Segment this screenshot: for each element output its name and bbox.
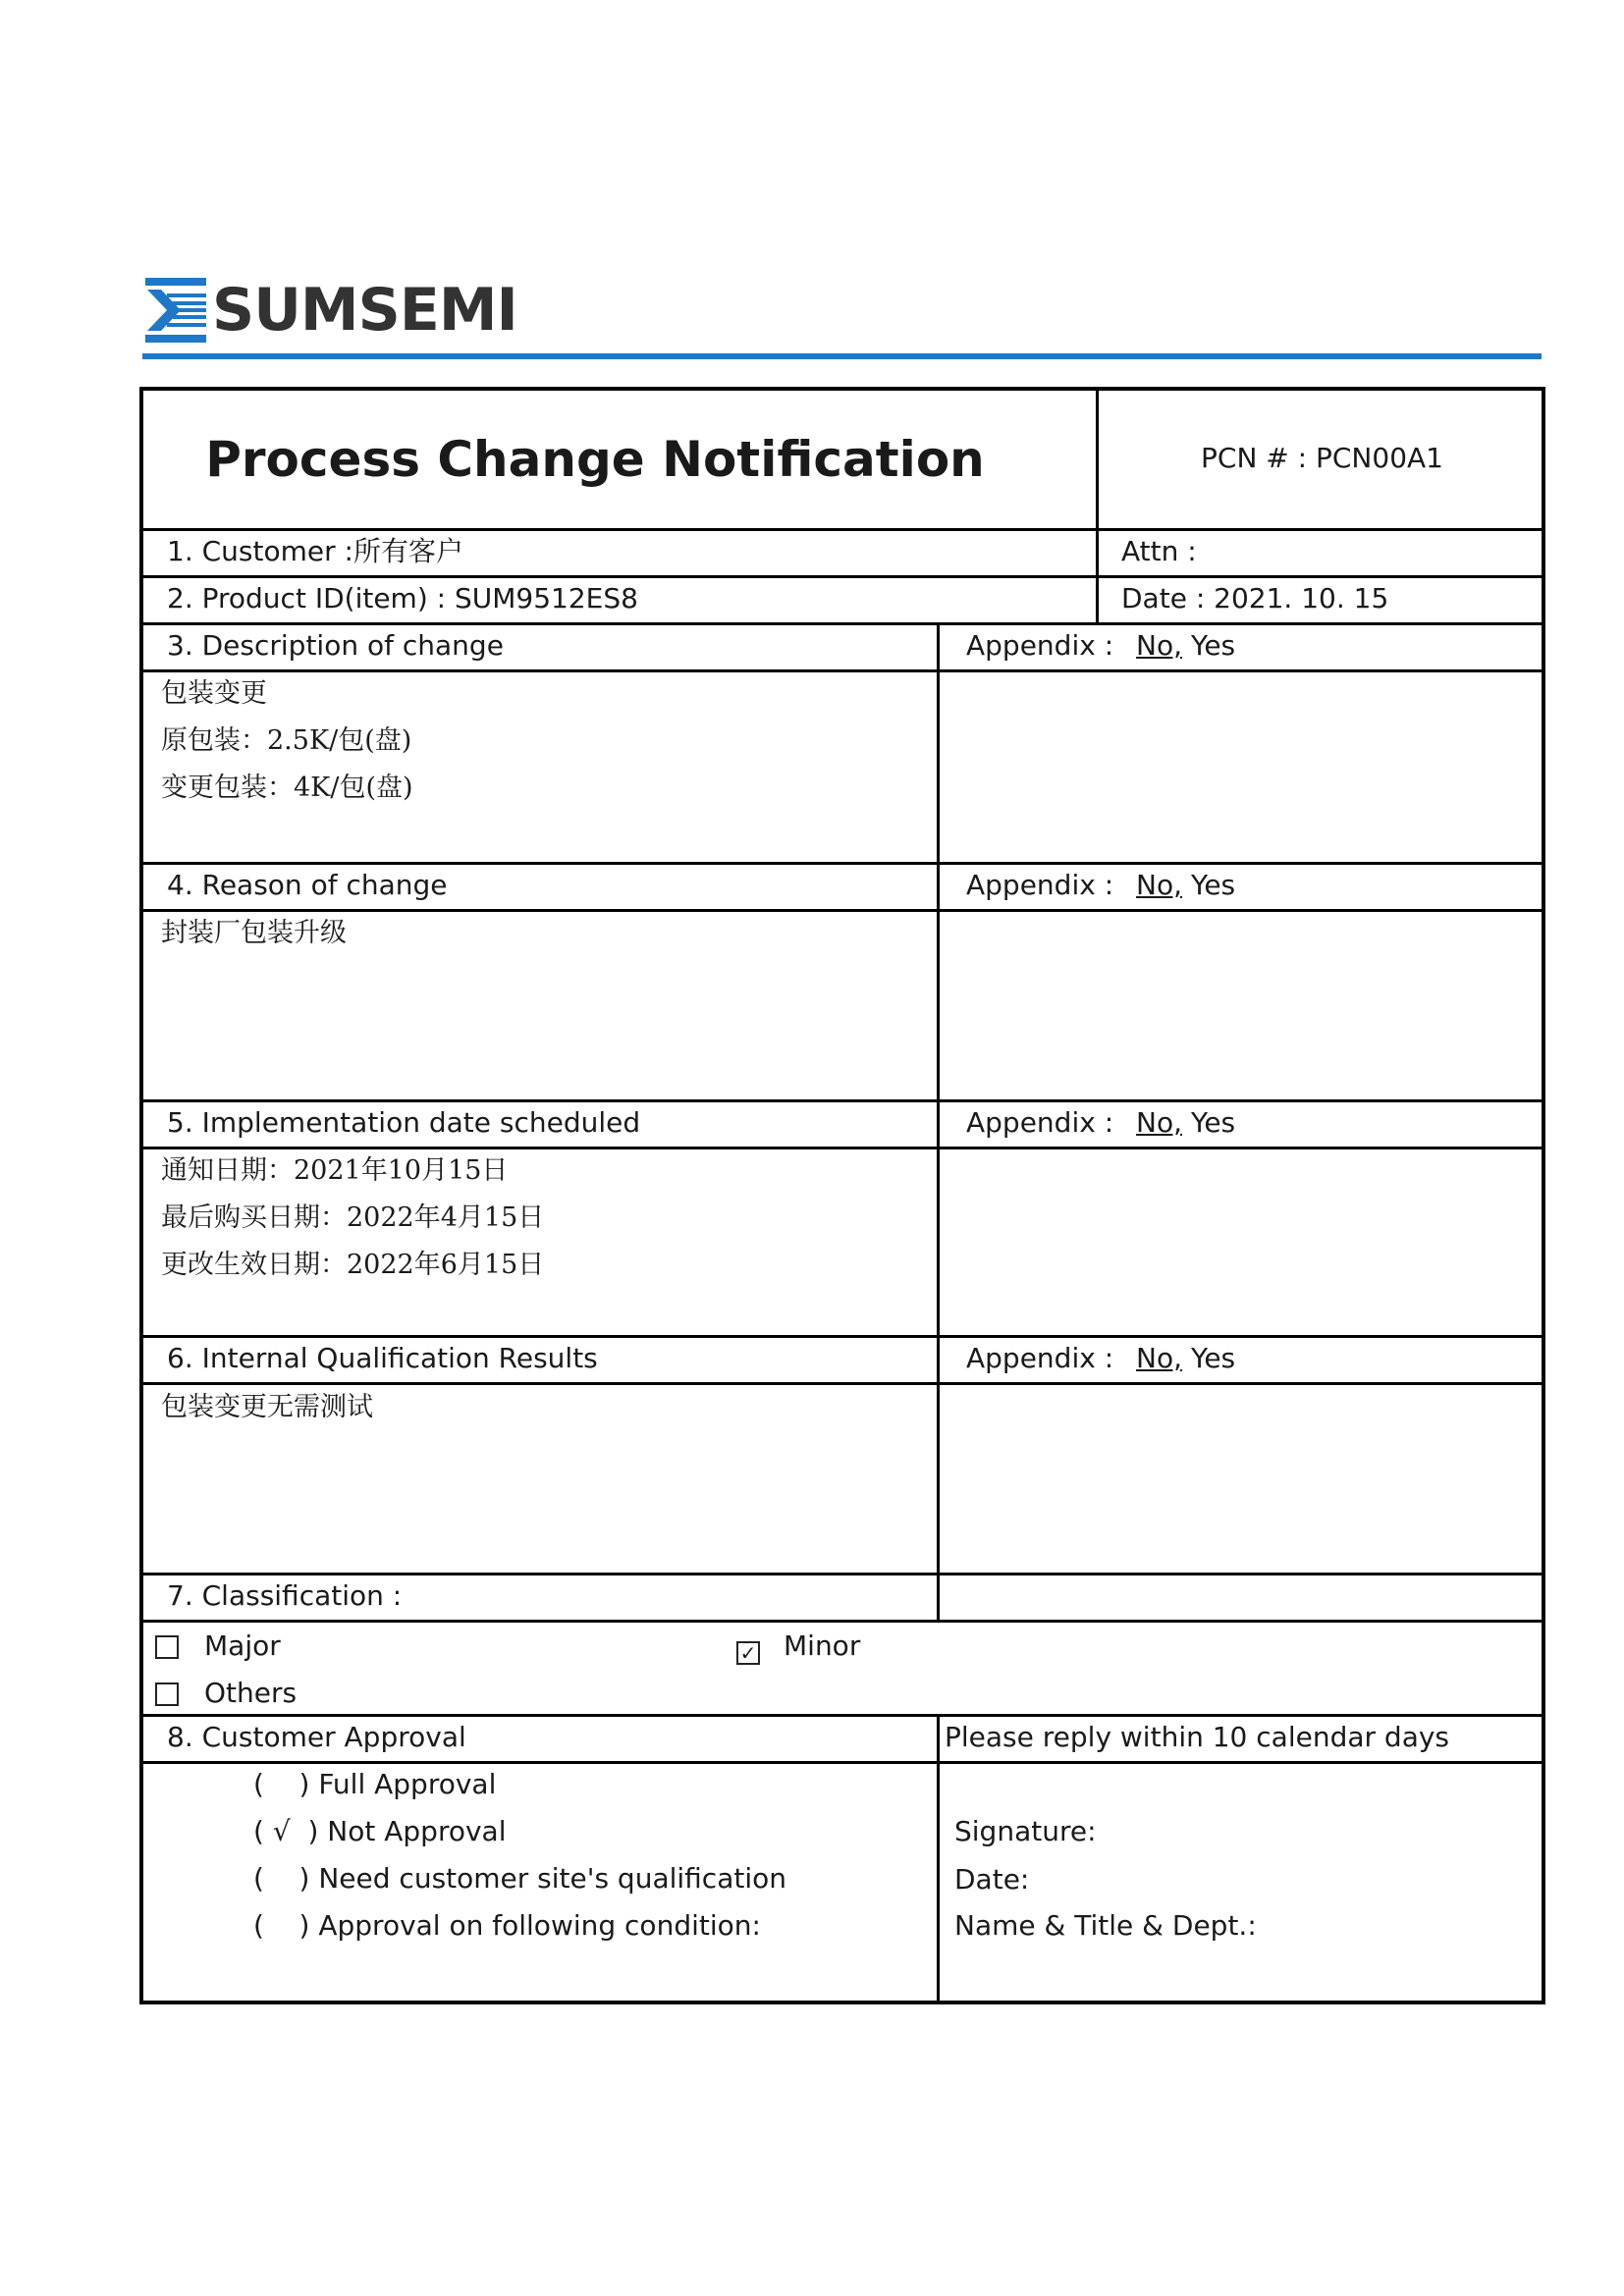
implementation-line: 通知日期：2021年10月15日 [161,1155,509,1186]
divider [143,1620,1542,1623]
description-heading: 3. Description of change [167,629,504,662]
classification-heading: 7. Classification : [167,1579,403,1612]
divider [1096,391,1099,622]
appendix-label: Appendix : [966,1342,1114,1374]
description-line: 包装变更 [161,678,267,709]
appendix-no: No, [1136,869,1183,901]
implementation-line: 最后购买日期：2022年4月15日 [161,1202,545,1233]
appendix-no: No, [1136,1342,1183,1374]
others-checkbox[interactable] [155,1682,179,1706]
appendix-no: No, [1136,1106,1183,1139]
major-label: Major [204,1629,281,1662]
qualification-line: 包装变更无需测试 [161,1392,373,1422]
pcn-form [139,387,1545,2004]
divider [143,575,1542,578]
divider [143,1382,1542,1385]
divider [143,669,1542,672]
approval-option-conditional[interactable]: ( ) Approval on following condition: [253,1909,761,1942]
minor-label: Minor [784,1629,861,1662]
divider [937,1714,940,2004]
attn-field: Attn : [1121,535,1197,567]
qualification-heading: 6. Internal Qualification Results [167,1342,598,1374]
divider [143,622,1542,625]
reason-heading: 4. Reason of change [167,869,448,901]
reply-notice: Please reply within 10 calendar days [945,1721,1450,1753]
divider [143,1335,1542,1338]
brand-name: SUMSEMI [212,276,517,345]
appendix-reason [966,869,1235,902]
appendix-yes: Yes [1190,1342,1236,1374]
divider [143,528,1542,531]
description-line: 变更包装：4K/包(盘) [161,773,413,803]
divider [937,622,940,1620]
pcn-number: PCN # : PCN00A1 [1201,442,1443,474]
appendix-label: Appendix : [966,1106,1114,1139]
divider [143,909,1542,912]
appendix-yes: Yes [1190,869,1236,901]
appendix-yes: Yes [1190,629,1236,662]
customer-field: 1. Customer :所有客户 [167,535,463,567]
product-id-field: 2. Product ID(item) : SUM9512ES8 [167,582,638,614]
page-title: Process Change Notification [205,431,985,488]
minor-checkbox[interactable]: ✓ [736,1641,760,1665]
approval-option-not[interactable]: ( √ ) Not Approval [253,1815,507,1847]
approval-date-label: Date: [954,1863,1030,1896]
reason-line: 封装厂包装升级 [161,918,347,948]
implementation-line: 更改生效日期：2022年6月15日 [161,1250,545,1280]
divider [143,1147,1542,1149]
appendix-no: No, [1136,629,1183,662]
appendix-label: Appendix : [966,629,1114,662]
divider [143,1761,1542,1764]
implementation-heading: 5. Implementation date scheduled [167,1106,641,1139]
appendix-description [966,629,1235,663]
date-field: Date : 2021. 10. 15 [1121,582,1389,614]
appendix-implementation [966,1106,1235,1140]
major-checkbox[interactable] [155,1635,179,1659]
name-title-dept-label: Name & Title & Dept.: [954,1909,1257,1942]
header-rule [142,353,1542,359]
approval-option-full[interactable]: ( ) Full Approval [253,1768,497,1800]
divider [143,1099,1542,1102]
sumsemi-logo [145,277,517,344]
sigma-logo-icon [145,278,206,343]
appendix-yes: Yes [1190,1106,1236,1139]
divider [143,1714,1542,1717]
others-label: Others [204,1677,298,1709]
appendix-qualification [966,1342,1235,1375]
approval-option-site-qualification[interactable]: ( ) Need customer site's qualification [253,1862,786,1895]
divider [143,862,1542,865]
appendix-label: Appendix : [966,869,1114,901]
approval-heading: 8. Customer Approval [167,1721,466,1753]
divider [143,1573,1542,1575]
description-line: 原包装：2.5K/包(盘) [161,725,412,756]
signature-label: Signature: [954,1815,1097,1847]
